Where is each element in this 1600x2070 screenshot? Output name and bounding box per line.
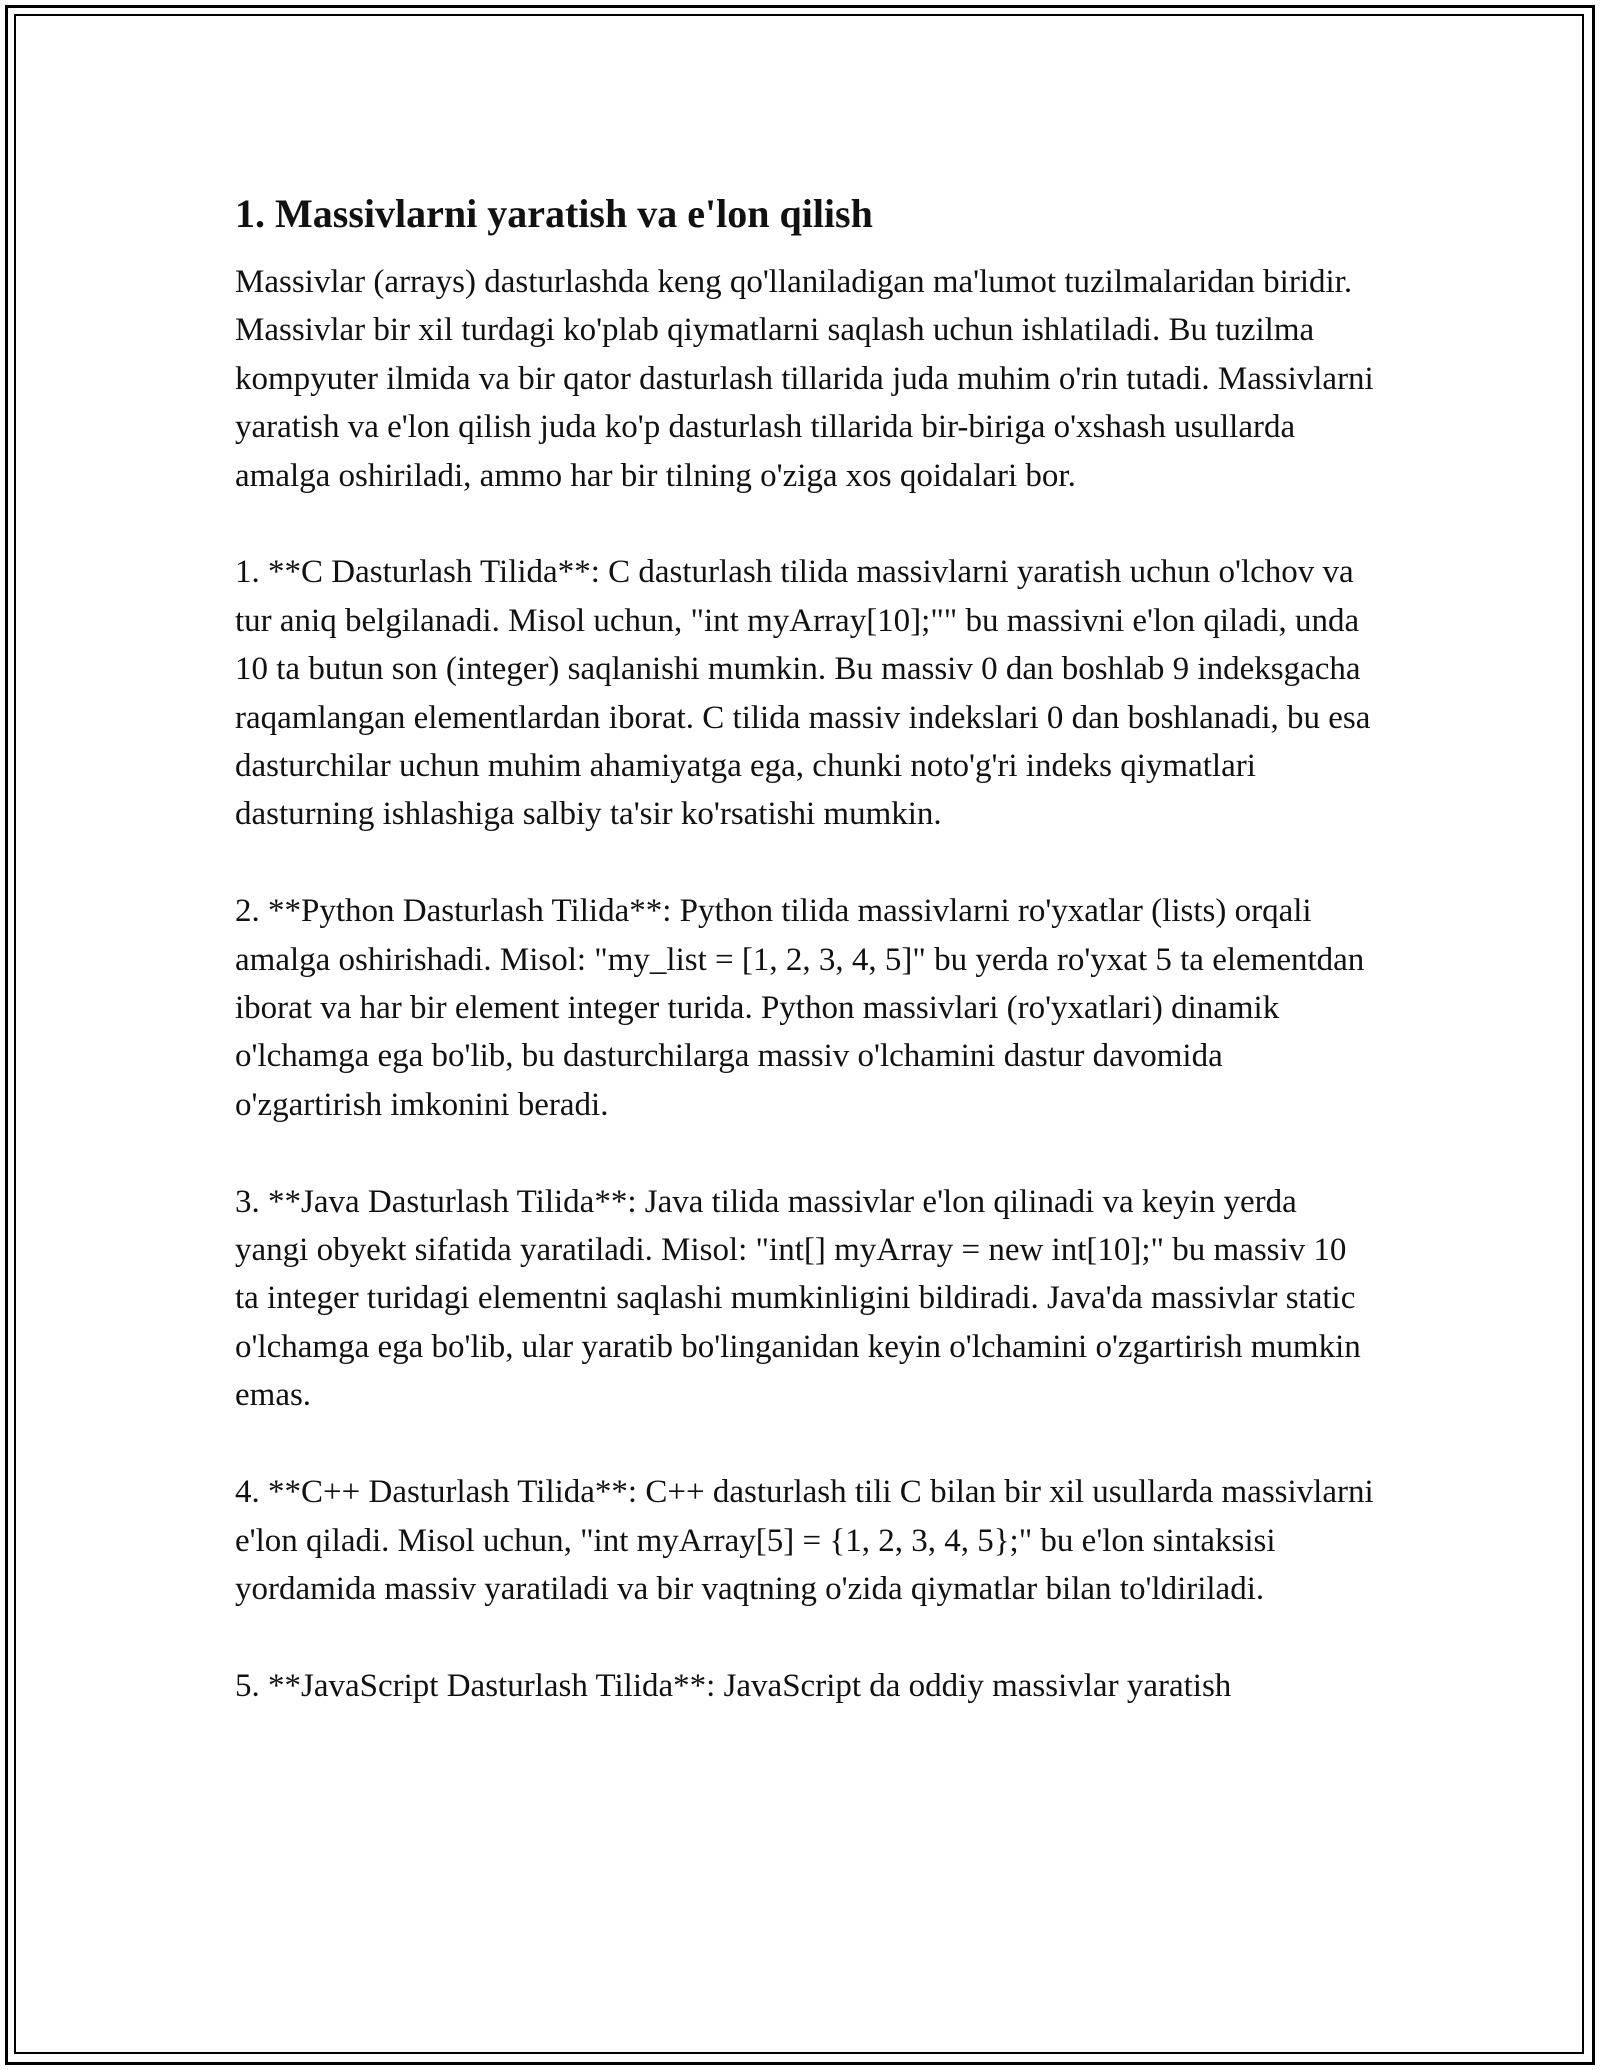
paragraph-python-language: 2. **Python Dasturlash Tilida**: Python tilida massivlarni ro'yxatlar (lists) orqali amalga oshirishadi. Misol: "my_list = [1, 2, 3, 4, 5]" bu yerda ro'yxat 5 ta elementdan iborat va har bir element integer turida. Python massivlari (ro'yxatlari) dinamik o'lchamga ega bo'lib, bu dasturchilarga massiv o'lchamini dastur davomida o'zgartirish imkonini beradi. bbox=[235, 893, 1365, 1123]
paragraph-c-language: 1. **C Dasturlash Tilida**: C dasturlash tilida massivlarni yaratish uchun o'lchov va tur aniq belgilanadi. Misol uchun, "int myArray[10];"" bu massivni e'lon qiladi, unda 10 ta butun son (integer) saqlanishi mumkin. Bu massiv 0 dan boshlab 9 indeksgacha raqamlangan elementlardan iborat. C tilida massiv indekslari 0 dan boshlanadi, bu esa dasturchilar uchun muhim ahamiyatga ega, chunki noto'g'ri indeks qiymatlari dasturning ishlashiga salbiy ta'sir ko'rsatishi mumkin. bbox=[235, 554, 1371, 833]
paragraph-cpp-language: 4. **C++ Dasturlash Tilida**: C++ dasturlash tili C bilan bir xil usullarda massivlarni e'lon qiladi. Misol uchun, "int myArray[5] = {1, 2, 3, 4, 5};" bu e'lon sintaksisi yordamida massiv yaratiladi va bir vaqtning o'zida qiymatlar bilan to'ldiriladi. bbox=[235, 1474, 1374, 1607]
document-heading: 1. Massivlarni yaratish va e'lon qilish bbox=[235, 191, 873, 236]
paragraph-intro: Massivlar (arrays) dasturlashda keng qo'llaniladigan ma'lumot tuzilmalaridan biridir. Massivlar bir xil turdagi ko'plab qiymatlarni saqlash uchun ishlatiladi. Bu tuzilma kompyuter ilmida va bir qator dasturlash tillarida juda muhim o'rin tutadi. Massivlarni yaratish va e'lon qilish juda ko'p dasturlash tillarida bir-biriga o'xshash usullarda amalga oshiriladi, ammo har bir tilning o'ziga xos qoidalari bor. bbox=[235, 264, 1374, 494]
document-body bbox=[235, 182, 1375, 1759]
paragraph-javascript-language: 5. **JavaScript Dasturlash Tilida**: JavaScript da oddiy massivlar yaratish bbox=[235, 1667, 1232, 1704]
paragraph-java-language: 3. **Java Dasturlash Tilida**: Java tilida massivlar e'lon qilinadi va keyin yerda yangi obyekt sifatida yaratiladi. Misol: "int[] myArray = new int[10];" bu massiv 10 ta integer turidagi elementni saqlashi mumkinligini bildiradi. Java'da massivlar static o'lchamga ega bo'lib, ular yaratib bo'linganidan keyin o'lchamini o'zgartirish mumkin emas. bbox=[235, 1183, 1361, 1414]
